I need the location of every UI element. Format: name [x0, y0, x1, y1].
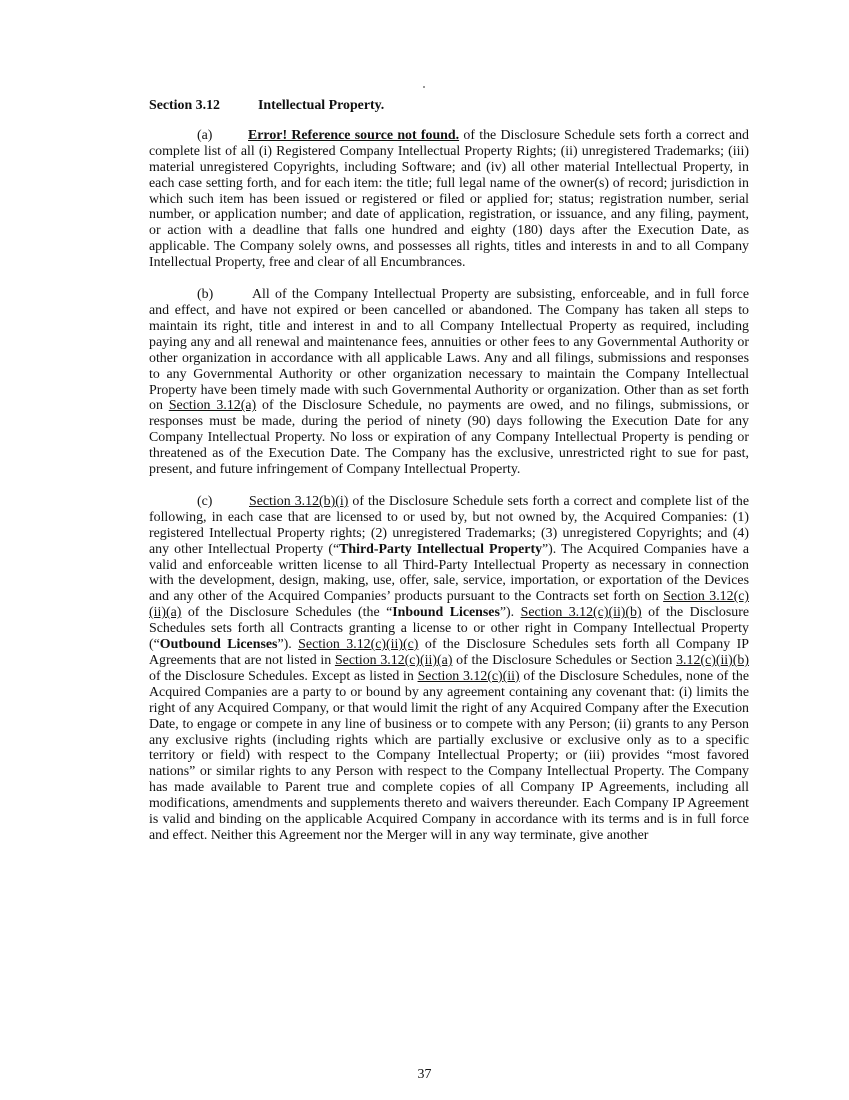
- cross-reference[interactable]: Section 3.12(c)(ii)(b): [520, 605, 642, 621]
- defined-term: Inbound Licenses: [392, 605, 500, 621]
- paragraph-a-label: (a): [197, 127, 213, 143]
- paragraph-c-text: of the Disclosure Schedules sets forth all Contracts granting a license to or other right in Company Intellectual Property (“: [149, 605, 749, 653]
- paragraph-b-text-1: All of the Company Intellectual Property are subsisting, enforceable, and in full force and effect, and have not expired or been cancelled or abandoned. The Company has taken all steps to maintain its right, title and interest in and to all Company Intellectual Property as required, including paying any and all renewal and maintenance fees, annuities or other fees to any Governmental Authority or other organization in accordance with all applicable Laws. Any and all filings, submissions and responses to any Governmental Authority or other organization necessary to maintain the Company Intellectual Property have been timely made with such Governmental Authority or organization. Other than as set forth on: [149, 287, 749, 414]
- page-number: 37: [417, 1067, 432, 1082]
- paragraph-c-text: of the Disclosure Schedule sets forth a correct and complete list of the following, in each case that are licensed to or used by, but not owned by, the Acquired Companies: (1) registered Intellectual Property rights; (2) unregistered Trademarks; (3) unregistered Copyrights; and (4) any other Intellectual Property (“: [149, 493, 749, 557]
- cross-reference[interactable]: Section 3.12(c)(ii): [417, 668, 520, 684]
- paragraph-c-text: of the Disclosure Schedules, none of the Acquired Companies are a party to or bound by any agreement containing any covenant that: (i) limits the right of any Acquired Company, or that would limit the right of any Acquired Company after the Execution Date, to engage or compete in any line of business or to compete with any Person; (ii) grants to any Person any exclusive rights (including rights which are partially exclusive or exclusive only as to a specific territory or field) with respect to the Company Intellectual Property; or (iii) provides “most favored nations” or similar rights to any Person with respect to the Company Intellectual Property. The Company has made available to Parent true and complete copies of all Company IP Agreements, including all modifications, amendments and supplements thereto and waivers thereunder. Each Company IP Agreement is valid and binding on the applicable Acquired Company in accordance with its terms and is in full force and effect. Neither this Agreement nor the Merger will in any way terminate, give another: [149, 668, 749, 843]
- document-body: [149, 98, 749, 860]
- paragraph-c-label: (c): [197, 493, 213, 509]
- paragraph-c-text: ”).: [277, 637, 299, 653]
- paragraph-a: [149, 128, 749, 271]
- section-heading: [149, 98, 749, 114]
- defined-term: Third-Party Intellectual Property: [339, 541, 543, 557]
- cross-reference[interactable]: Section 3.12(c)(ii)(c): [298, 637, 419, 653]
- defined-term: Outbound Licenses: [159, 637, 278, 653]
- paragraph-b: [149, 287, 749, 478]
- paragraph-c-text: of the Disclosure Schedules sets forth all Company IP Agreements that are not listed in: [149, 637, 749, 668]
- cross-reference[interactable]: Section 3.12(c)(ii)(a): [334, 653, 453, 668]
- paragraph-c-text: ”).: [499, 605, 521, 621]
- cross-reference[interactable]: Section 3.12(b)(i): [249, 493, 349, 509]
- scan-mark: [423, 86, 425, 88]
- paragraph-c-text: of the Disclosure Schedules or Section: [452, 653, 677, 668]
- paragraph-c-text: of the Disclosure Schedules. Except as listed in: [149, 668, 418, 684]
- cross-reference[interactable]: 3.12(c)(ii)(b): [676, 653, 749, 668]
- cross-reference[interactable]: Section 3.12(c)(ii)(a): [149, 589, 749, 621]
- cross-reference[interactable]: Section 3.12(a): [168, 398, 257, 414]
- reference-error-link[interactable]: Error! Reference source not found.: [248, 127, 460, 143]
- paragraph-c-text: of the Disclosure Schedules (the “: [181, 605, 393, 621]
- paragraph-b-text-2: of the Disclosure Schedule, no payments are owed, and no filings, submissions, or responses must be made, during the period of ninety (90) days following the Execution Date for any Company Intellectual Property. No loss or expiration of any Company Intellectual Property is pending or threatened as of the Execution Date. The Company has the exclusive, unrestricted right to sue for past, present, and future infringement of Company Intellectual Property.: [149, 398, 749, 478]
- paragraph-a-text: of the Disclosure Schedule sets forth a correct and complete list of all (i) Registered Company Intellectual Property Rights; (ii) unregistered Trademarks; (iii) material unregistered Copyrights, including Software; and (iv) all other material Intellectual Property, in each case setting forth, and for each item: the title; full legal name of the owner(s) of record; jurisdiction in which such item has been issued or registered or filed or applied for; status; registration number, serial number, or application number; and date of application, registration, or issuance, and any filing, payment, or action with a deadline that falls one hundred and eighty (180) days after the Execution Date, as applicable. The Company solely owns, and possesses all rights, titles and interests in and to all Company Intellectual Property, free and clear of all Encumbrances.: [149, 127, 750, 271]
- paragraph-c: [149, 494, 749, 844]
- paragraph-b-label: (b): [197, 287, 214, 303]
- paragraph-c-text: ”). The Acquired Companies have a valid and enforceable written license to all Third-Party Intellectual Property as necessary in connection with the development, design, making, use, offer, sale, service, importation, or exportation of the Devices and any other of the Acquired Companies’ products pursuant to the Contracts set forth on: [149, 541, 749, 605]
- section-number: Section 3.12: [149, 98, 220, 113]
- section-title: Intellectual Property.: [258, 98, 385, 113]
